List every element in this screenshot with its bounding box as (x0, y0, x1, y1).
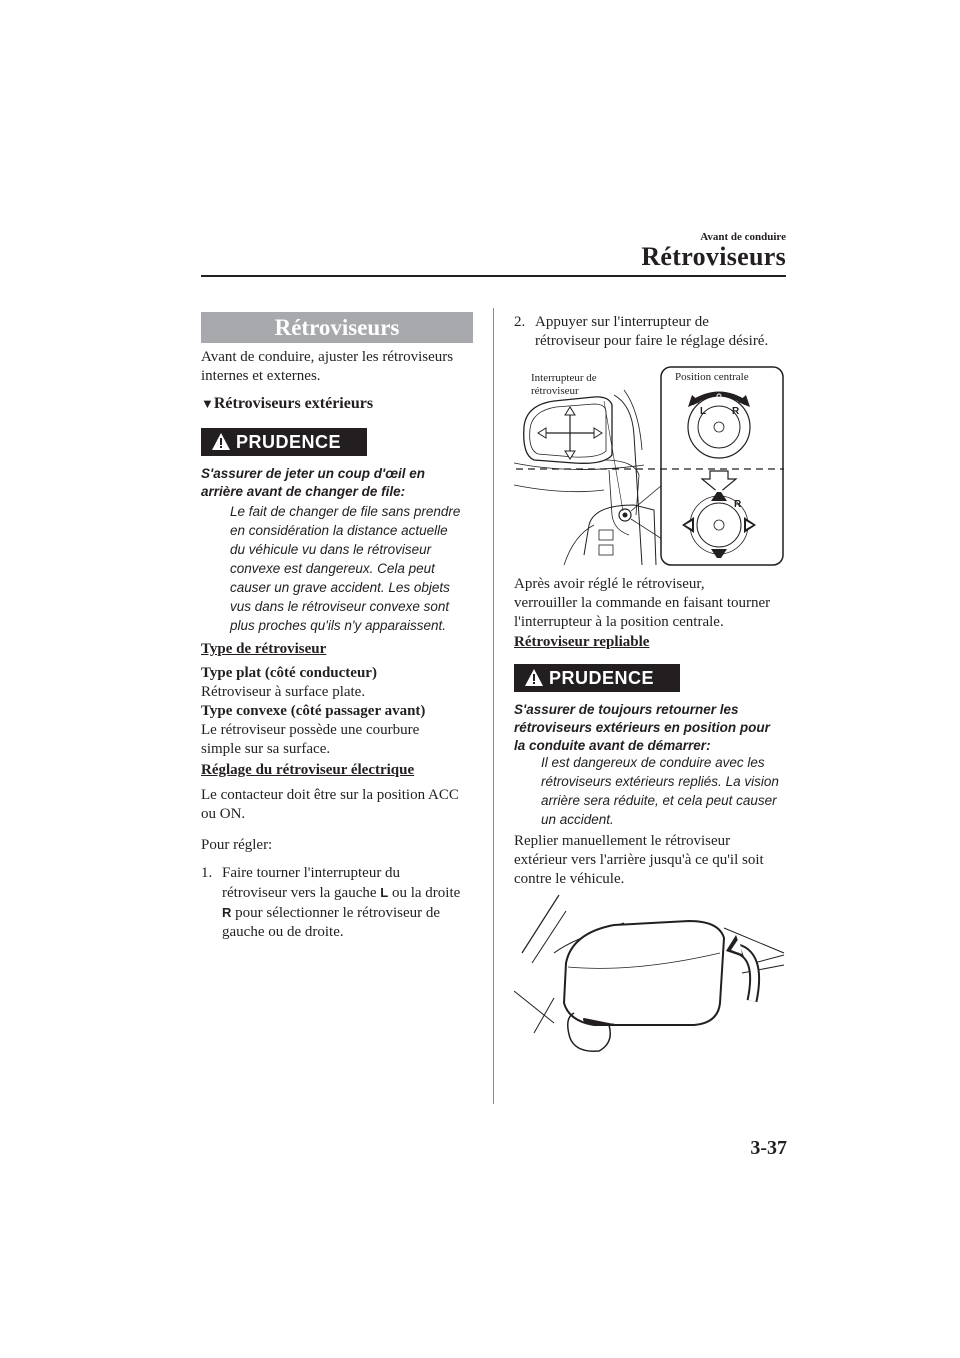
folding-mirror-figure (514, 893, 786, 1063)
caution-badge: PRUDENCE (201, 428, 367, 456)
right-mirror-symbol: R (222, 905, 232, 920)
label-switch: Interrupteur de rétroviseur (531, 372, 597, 397)
column-divider (493, 308, 494, 1104)
triangle-down-icon: ▼ (201, 396, 214, 411)
section-banner: Rétroviseurs (201, 312, 473, 343)
step-1: 1. Faire tourner l'interrupteur du rétroviseur vers la gauche L ou la droite R pour sélectionner le rétroviseur de gauche ou de droite. (201, 865, 461, 940)
page-number: 3-37 (750, 1137, 787, 1159)
folding-heading: Rétroviseur repliable (514, 634, 650, 650)
knob-r-mark: R (732, 406, 740, 417)
caution1-title: S'assurer de jeter un coup d'œil en arrière avant de changer de file: (201, 466, 425, 499)
caution2-title: S'assurer de toujours retourner les rétroviseurs extérieurs en position pour la conduite avant de démarrer: (514, 702, 770, 753)
mirror-type-text: Type plat (côté conducteur) Rétroviseur à surface plate. Type convexe (côté passager avant) Le rétroviseur possède une courbure simple sur sa surface. (201, 665, 426, 757)
warning-icon (524, 668, 544, 687)
header-section: Avant de conduire (700, 231, 786, 243)
knob-l-mark: L (700, 406, 707, 417)
folding-text: Replier manuellement le rétroviseur extérieur vers l'arrière jusqu'à ce qu'il soit contre le véhicule. (514, 833, 764, 887)
step-2: 2. Appuyer sur l'interrupteur de rétroviseur pour faire le réglage désiré. (514, 314, 769, 349)
mirror-switch-figure (514, 365, 786, 570)
header-rule (201, 275, 786, 277)
intro-text: Avant de conduire, ajuster les rétroviseurs internes et externes. (201, 349, 454, 384)
header-title: Rétroviseurs (641, 242, 786, 271)
electric-heading: Réglage du rétroviseur électrique (201, 762, 415, 778)
caution-badge-2: PRUDENCE (514, 664, 680, 692)
after-text: Après avoir réglé le rétroviseur, verrouiller la commande en faisant tourner l'interrupteur à la position centrale. (514, 576, 771, 630)
electric-text: Le contacteur doit être sur la position ACC ou ON. (201, 787, 459, 822)
caution2-body: Il est dangereux de conduire avec les rétroviseurs extérieurs repliés. La vision arrière sera réduite, et cela peut causer un accident. (541, 755, 779, 827)
knob2-r-mark: R (734, 499, 742, 510)
exterior-heading: ▼Rétroviseurs extérieurs (201, 395, 374, 412)
caution1-body: Le fait de changer de file sans prendre en considération la distance actuelle du véhicule vu dans le rétroviseur convexe est dangereux. Cela peut causer un grave accident. Les objets vus dans le rétroviseur convexe sont plus proches qu'ils n'y apparaissent. (230, 504, 461, 633)
electric-how: Pour régler: (201, 837, 273, 853)
mirror-type-heading: Type de rétroviseur (201, 641, 327, 657)
warning-icon (211, 432, 231, 451)
left-mirror-symbol: L (380, 885, 389, 900)
label-center-position: Position centrale (675, 371, 749, 383)
